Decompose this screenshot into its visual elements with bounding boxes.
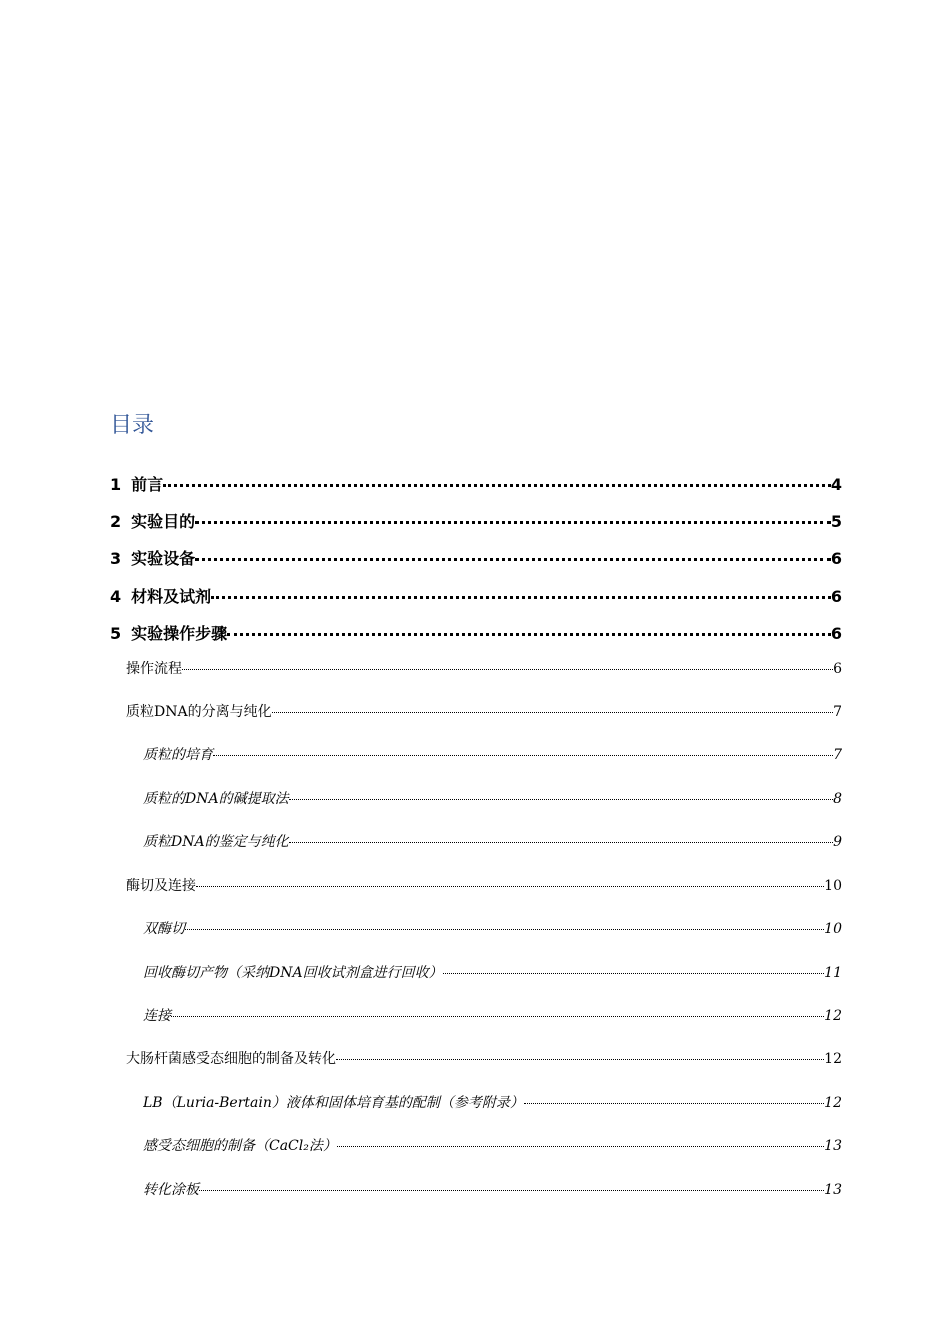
toc-dot-leader bbox=[443, 973, 825, 974]
toc-dot-leader bbox=[289, 799, 833, 800]
toc-subentry[interactable] bbox=[143, 918, 842, 938]
toc-subentry-page: 12 bbox=[824, 1008, 842, 1024]
toc-subentry-label: 感受态细胞的制备（CaCl₂法） bbox=[143, 1138, 337, 1154]
toc-entry-page: 4 bbox=[830, 475, 842, 494]
toc-entry-number: 5 bbox=[110, 624, 122, 643]
toc-dot-leader bbox=[196, 886, 824, 887]
toc-entry-number: 4 bbox=[110, 587, 122, 606]
toc-dot-leader bbox=[171, 1016, 824, 1017]
toc-subentry-label: LB（Luria-Bertain）液体和固体培育基的配制（参考附录） bbox=[143, 1095, 524, 1111]
toc-entry-label: 前言 bbox=[131, 475, 164, 494]
toc-dot-leader bbox=[163, 484, 831, 487]
toc-subentry-page: 10 bbox=[824, 921, 842, 937]
toc-subentry-page: 11 bbox=[824, 965, 842, 981]
toc-subentry-label: 操作流程 bbox=[126, 661, 182, 677]
toc-entry-page: 6 bbox=[830, 549, 842, 568]
toc-subentry[interactable] bbox=[126, 875, 842, 895]
toc-entry-materials[interactable] bbox=[110, 584, 842, 607]
toc-subentry-page: 7 bbox=[833, 747, 842, 763]
toc-entry-equipment[interactable] bbox=[110, 546, 842, 569]
toc-subentry-label: 质粒DNA的分离与纯化 bbox=[126, 704, 272, 720]
toc-subentry[interactable] bbox=[126, 1048, 842, 1068]
toc-subentry-label: 质粒的培育 bbox=[143, 747, 213, 763]
toc-subentry-page: 9 bbox=[833, 834, 842, 850]
toc-subentry[interactable] bbox=[126, 658, 842, 678]
toc-subentry[interactable] bbox=[143, 1092, 842, 1112]
toc-subentry[interactable] bbox=[143, 962, 842, 982]
toc-dot-leader bbox=[182, 669, 833, 670]
toc-subentry-label: 质粒DNA的鉴定与纯化 bbox=[143, 834, 289, 850]
toc-subentry-label: 大肠杆菌感受态细胞的制备及转化 bbox=[126, 1051, 336, 1067]
toc-entry-label: 实验操作步骤 bbox=[131, 624, 228, 643]
toc-subentry-label: 连接 bbox=[143, 1008, 171, 1024]
toc-subentry-page: 8 bbox=[833, 791, 842, 807]
toc-entry-number: 3 bbox=[110, 549, 122, 568]
toc-entry-page: 5 bbox=[830, 512, 842, 531]
toc-subentry[interactable] bbox=[143, 788, 842, 808]
toc-dot-leader bbox=[289, 842, 833, 843]
toc-entry-page: 6 bbox=[830, 587, 842, 606]
toc-dot-leader bbox=[211, 596, 831, 599]
toc-dot-leader bbox=[213, 755, 833, 756]
toc-dot-leader bbox=[185, 929, 824, 930]
toc-subentry[interactable] bbox=[143, 1005, 842, 1025]
toc-dot-leader bbox=[195, 521, 831, 524]
toc-subentry[interactable] bbox=[143, 1135, 842, 1155]
toc-title: 目录 bbox=[110, 413, 155, 438]
toc-subentry-label: 转化涂板 bbox=[143, 1182, 199, 1198]
toc-subentry[interactable] bbox=[143, 744, 842, 764]
toc-dot-leader bbox=[272, 712, 833, 713]
toc-dot-leader bbox=[227, 633, 831, 636]
toc-entry-preface[interactable] bbox=[110, 472, 842, 495]
toc-subentry[interactable] bbox=[143, 1179, 842, 1199]
toc-entry-label: 实验设备 bbox=[131, 549, 196, 568]
toc-entry-label: 实验目的 bbox=[131, 512, 196, 531]
toc-subentry-page: 12 bbox=[824, 1095, 842, 1111]
toc-entry-purpose[interactable] bbox=[110, 509, 842, 532]
toc-subentry-page: 7 bbox=[833, 704, 842, 720]
toc-entry-label: 材料及试剂 bbox=[131, 587, 212, 606]
toc-entry-number: 1 bbox=[110, 475, 122, 494]
toc-subentry-label: 双酶切 bbox=[143, 921, 185, 937]
toc-entry-procedure[interactable] bbox=[110, 621, 842, 644]
toc-subentry-page: 10 bbox=[824, 878, 842, 894]
toc-subentry-page: 6 bbox=[833, 661, 842, 677]
toc-subentry[interactable] bbox=[126, 701, 842, 721]
toc-entry-number: 2 bbox=[110, 512, 122, 531]
toc-dot-leader bbox=[199, 1190, 824, 1191]
toc-subentry-label: 酶切及连接 bbox=[126, 878, 196, 894]
toc-dot-leader bbox=[524, 1103, 824, 1104]
toc-subentry-page: 13 bbox=[824, 1138, 842, 1154]
toc-subentry-label: 质粒的DNA的碱提取法 bbox=[143, 791, 289, 807]
toc-dot-leader bbox=[336, 1059, 824, 1060]
toc-subentry[interactable] bbox=[143, 831, 842, 851]
toc-dot-leader bbox=[195, 558, 831, 561]
toc-subentry-page: 12 bbox=[824, 1051, 842, 1067]
toc-entry-page: 6 bbox=[830, 624, 842, 643]
toc-subentry-label: 回收酶切产物（采纳DNA回收试剂盒进行回收） bbox=[143, 965, 443, 981]
toc-dot-leader bbox=[337, 1146, 824, 1147]
toc-subentry-page: 13 bbox=[824, 1182, 842, 1198]
